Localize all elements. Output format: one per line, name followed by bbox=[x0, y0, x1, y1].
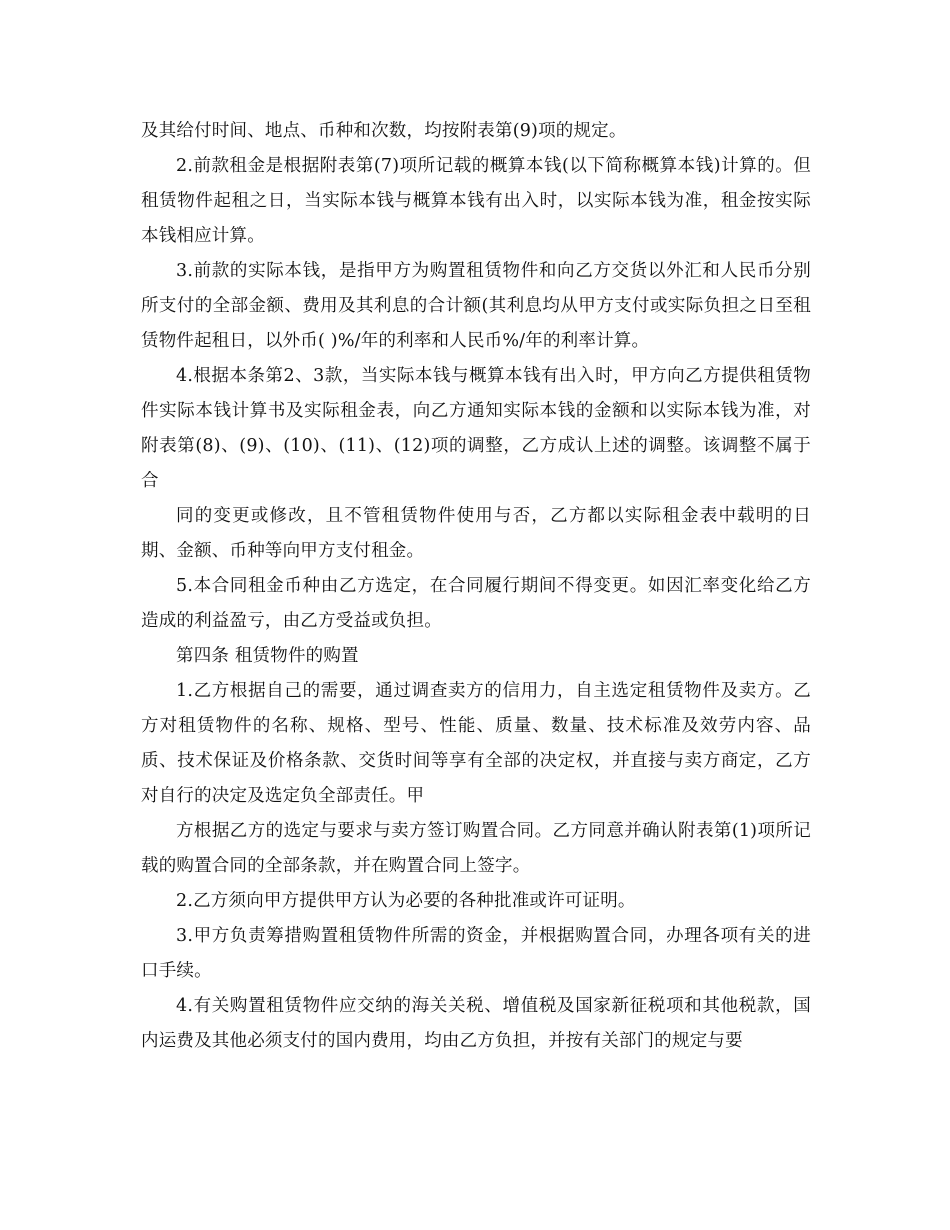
paragraph-article-4-clause-1: 1.乙方根据自己的需要，通过调查卖方的信用力，自主选定租赁物件及卖方。乙方对租赁物件的名称、规格、型号、性能、质量、数量、技术标准及效劳内容、品质、技术保证及价格条款、交货时间等享有全部的决定权，并直接与卖方商定，乙方对自行的决定及选定负全部责任。甲 bbox=[141, 681, 811, 806]
section-heading-article-4: 第四条 租赁物件的购置 bbox=[176, 646, 359, 666]
paragraph-clause-4: 4.根据本条第2、3款，当实际本钱与概算本钱有出入时，甲方向乙方提供租赁物件实际本钱计算书及实际租金表，向乙方通知实际本钱的金额和以实际本钱为准，对附表第(8)、(9)、(10)、(11)、(12)项的调整，乙方成认上述的调整。该调整不属于合 bbox=[141, 366, 811, 491]
paragraph-clause-4-continued: 同的变更或修改，且不管租赁物件使用与否，乙方都以实际租金表中载明的日期、金额、币种等向甲方支付租金。 bbox=[141, 506, 811, 561]
paragraph-article-4-clause-4: 4.有关购置租赁物件应交纳的海关关税、增值税及国家新征税项和其他税款，国内运费及其他必须支付的国内费用，均由乙方负担，并按有关部门的规定与要 bbox=[141, 996, 811, 1051]
paragraph-clause-5: 5.本合同租金币种由乙方选定，在合同履行期间不得变更。如因汇率变化给乙方造成的利益盈亏，由乙方受益或负担。 bbox=[141, 576, 811, 631]
paragraph-article-4-clause-1-continued: 方根据乙方的选定与要求与卖方签订购置合同。乙方同意并确认附表第(1)项所记载的购置合同的全部条款，并在购置合同上签字。 bbox=[141, 821, 811, 876]
paragraph-clause-2: 2.前款租金是根据附表第(7)项所记载的概算本钱(以下简称概算本钱)计算的。但租赁物件起租之日，当实际本钱与概算本钱有出入时，以实际本钱为准，租金按实际本钱相应计算。 bbox=[141, 156, 811, 246]
paragraph-article-4-clause-3: 3.甲方负责筹措购置租赁物件所需的资金，并根据购置合同，办理各项有关的进口手续。 bbox=[141, 926, 811, 981]
paragraph-clause-3: 3.前款的实际本钱，是指甲方为购置租赁物件和向乙方交货以外汇和人民币分别所支付的全部金额、费用及其利息的合计额(其利息均从甲方支付或实际负担之日至租赁物件起租日，以外币( )%/年的利率和人民币%/年的利率计算。 bbox=[141, 261, 811, 351]
paragraph-article-4-clause-2: 2.乙方须向甲方提供甲方认为必要的各种批准或许可证明。 bbox=[176, 891, 636, 911]
document-body bbox=[141, 114, 811, 1059]
paragraph-continuation-1: 及其给付时间、地点、币种和次数，均按附表第(9)项的规定。 bbox=[141, 121, 627, 141]
